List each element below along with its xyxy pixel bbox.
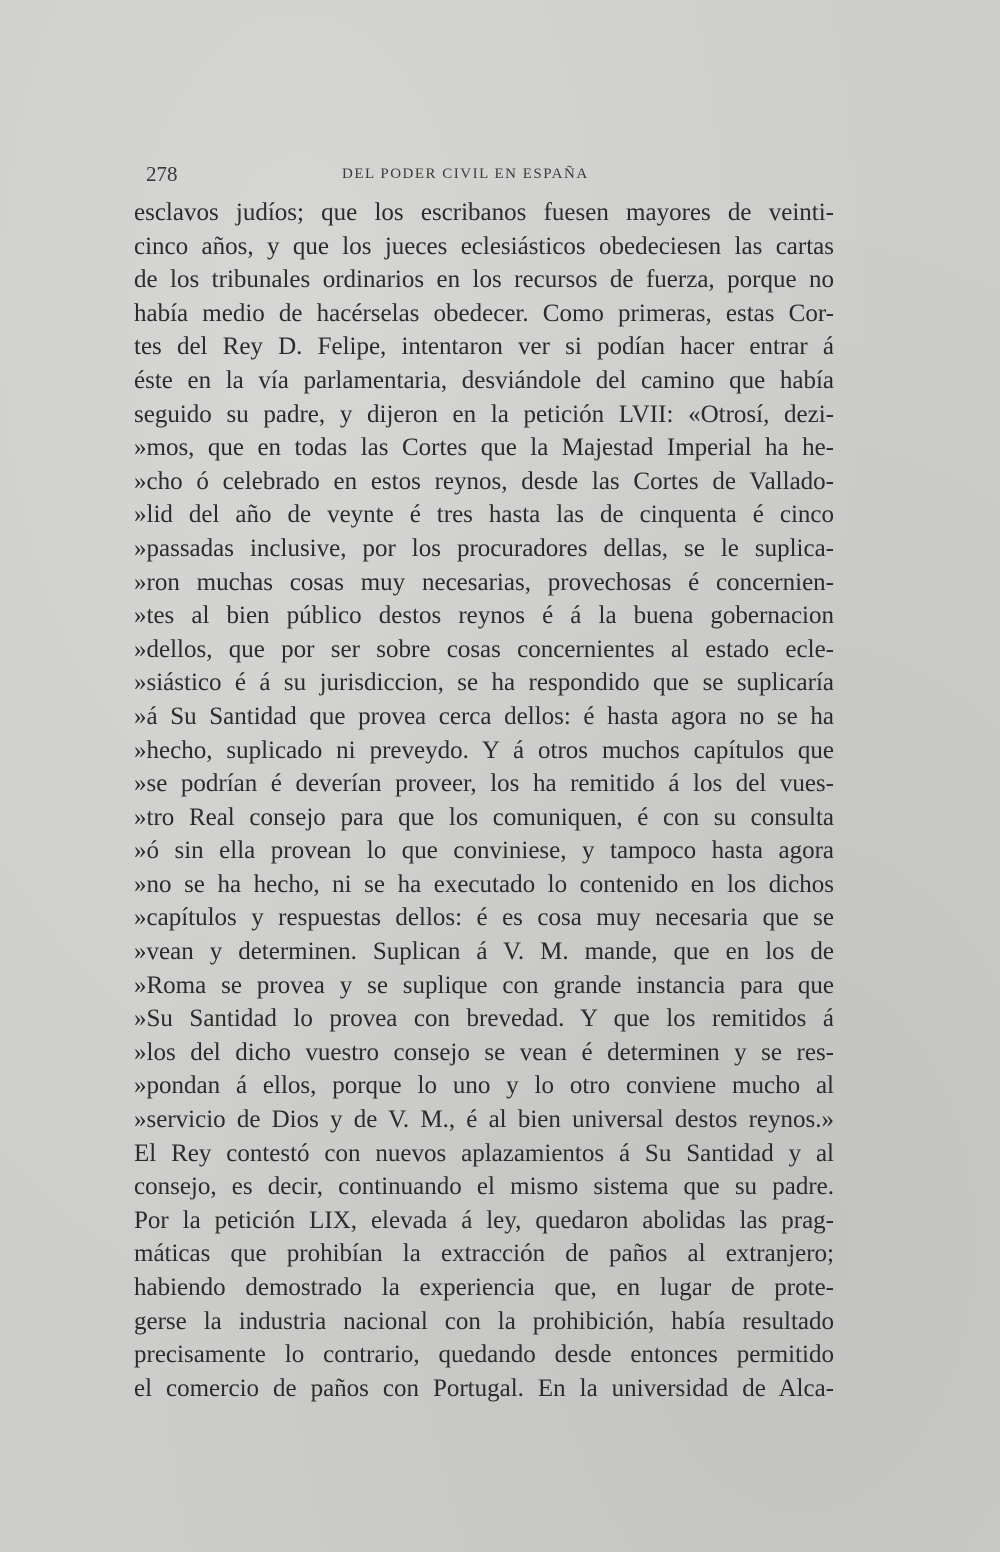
- text-line: »Roma se provea y se suplique con grande instancia para que: [134, 971, 834, 999]
- text-line: »Su Santidad lo provea con brevedad. Y que los remitidos á: [134, 1005, 834, 1033]
- text-line: precisamente lo contrario, quedando desde entonces permitido: [134, 1341, 834, 1369]
- text-line: »á Su Santidad que provea cerca dellos: é hasta agora no se ha: [134, 702, 834, 730]
- running-head: [146, 162, 836, 192]
- text-line: »se podrían é deverían proveer, los ha remitido á los del vues-: [134, 770, 834, 798]
- text-line: »tro Real consejo para que los comuniquen, é con su consulta: [134, 803, 834, 831]
- text-line: »cho ó celebrado en estos reynos, desde las Cortes de Vallado-: [134, 467, 834, 495]
- text-line: »hecho, suplicado ni preveydo. Y á otros muchos capítulos que: [134, 736, 834, 764]
- text-line: esclavos judíos; que los escribanos fuesen mayores de veinti-: [134, 199, 834, 226]
- text-line: »vean y determinen. Suplican á V. M. mande, que en los de: [134, 938, 834, 966]
- text-line: había medio de hacérselas obedecer. Como primeras, estas Cor-: [134, 299, 834, 327]
- text-line: »dellos, que por ser sobre cosas concernientes al estado ecle-: [134, 635, 834, 663]
- text-line: El Rey contestó con nuevos aplazamientos á Su Santidad y al: [134, 1139, 834, 1167]
- text-line: habiendo demostrado la experiencia que, en lugar de prote-: [134, 1274, 834, 1301]
- text-line: »capítulos y respuestas dellos: é es cosa muy necesaria que se: [134, 904, 834, 932]
- text-line: »passadas inclusive, por los procuradores dellas, se le suplica-: [134, 534, 834, 562]
- text-line: »ron muchas cosas muy necesarias, provechosas é concernien-: [134, 568, 834, 596]
- text-line: máticas que prohibían la extracción de paños al extranjero;: [134, 1240, 834, 1268]
- text-line: éste en la vía parlamentaria, desviándole del camino que había: [134, 366, 834, 394]
- running-title: DEL PODER CIVIL EN ESPAÑA: [342, 166, 589, 182]
- page-number: 278: [146, 162, 178, 186]
- text-line: »no se ha hecho, ni se ha executado lo contenido en los dichos: [134, 870, 834, 898]
- body-text: [134, 196, 834, 1405]
- text-line: seguido su padre, y dijeron en la petición LVII: «Otrosí, dezi-: [134, 400, 834, 428]
- text-line: »mos, que en todas las Cortes que la Majestad Imperial ha he-: [134, 434, 834, 462]
- text-line: tes del Rey D. Felipe, intentaron ver si podían hacer entrar á: [134, 333, 834, 361]
- text-line: »lid del año de veynte é tres hasta las de cinquenta é cinco: [134, 501, 834, 529]
- text-line: cinco años, y que los jueces eclesiásticos obedeciesen las cartas: [134, 232, 834, 260]
- text-line: »servicio de Dios y de V. M., é al bien universal destos reynos.»: [134, 1106, 834, 1134]
- text-line: »pondan á ellos, porque lo uno y lo otro conviene mucho al: [134, 1072, 834, 1100]
- text-line: »tes al bien público destos reynos é á la buena gobernacion: [134, 602, 834, 630]
- text-line: »ó sin ella provean lo que conviniese, y tampoco hasta agora: [134, 837, 834, 865]
- text-line: el comercio de paños con Portugal. En la universidad de Alca-: [134, 1374, 834, 1402]
- text-line: consejo, es decir, continuando el mismo sistema que su padre.: [134, 1173, 834, 1201]
- text-line: de los tribunales ordinarios en los recursos de fuerza, porque no: [134, 266, 834, 294]
- text-line: »los del dicho vuestro consejo se vean é determinen y se res-: [134, 1038, 834, 1066]
- text-line: Por la petición LIX, elevada á ley, quedaron abolidas las prag-: [134, 1206, 834, 1234]
- text-line: »siástico é á su jurisdiccion, se ha respondido que se suplicaría: [134, 669, 834, 697]
- text-line: gerse la industria nacional con la prohibición, había resultado: [134, 1307, 834, 1335]
